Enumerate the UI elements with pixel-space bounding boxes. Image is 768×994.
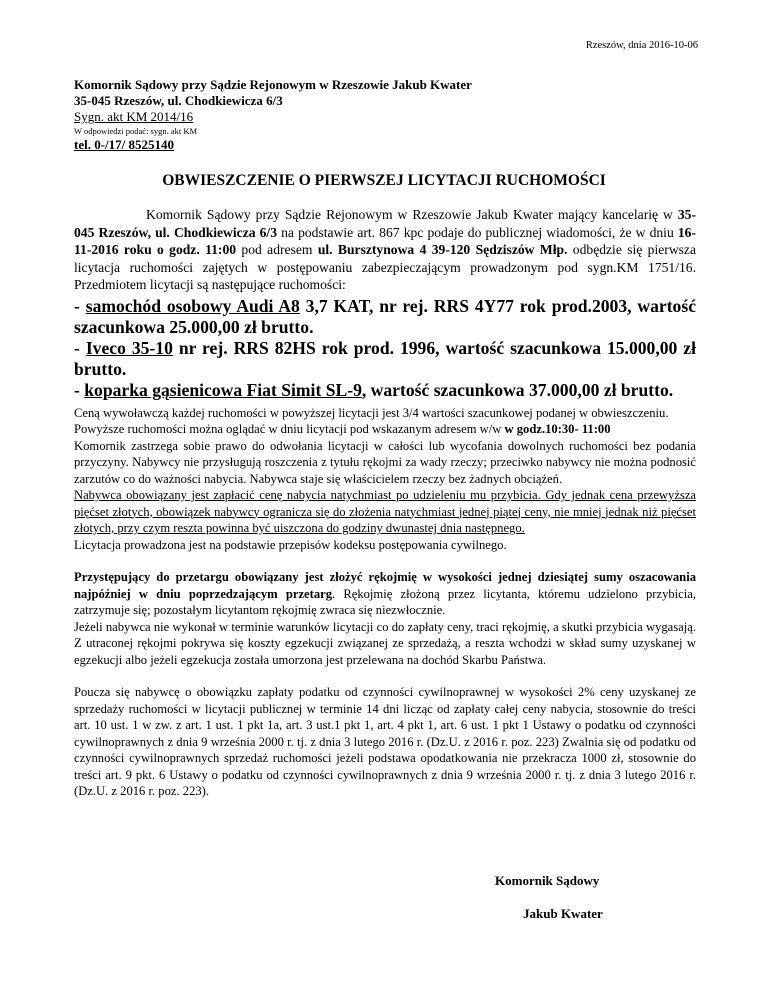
payment-paragraph: Nabywca obowiązany jest zapłacić cenę nabycia natychmiast po udzieleniu mu przybicia. Gdy jednak cena przewyższa pięćset złotych, obowiązek nabywcy ogranicza się do złożenia natychmiast jednej piątej ceny, nie mniej jednak niż pięćset złotych, przy czym reszta powinna być uiszczona do godziny dwunastej dnia następnego. (74, 488, 696, 535)
legal-basis-paragraph: Licytacja prowadzona jest na podstawie przepisów kodeksu postępowania cywilnego. (74, 537, 507, 552)
office-name: Komornik Sądowy przy Sądzie Rejonowym w Rzeszowie Jakub Kwater (74, 77, 472, 92)
forfeit-paragraph: Jeżeli nabywca nie wykonał w terminie warunków licytacji co do zapłaty ceny, traci rękojmię, a skutki przybicia wygasają. Z utraconej rękojmi pokrywa się koszty egzekucji związanej ze sprzedażą, a reszta wchodzi w skład sumy uzyskanej w egzekucji albo jeżeli egzekucja została umorzona jest przelewana na dochód Skarbu Państwa. (74, 619, 696, 667)
starting-price-paragraph: Ceną wywoławczą każdej ruchomości w powyższej licytacji jest 3/4 wartości szacunkowej podanej w obwieszczeniu. (74, 405, 669, 420)
viewing-paragraph: Powyższe ruchomości można oglądać w dniu licytacji pod wskazanym adresem w/w w godz.10:30- 11:00 (74, 422, 611, 436)
deposit-paragraph: Przystępujący do przetargu obowiązany jest złożyć rękojmię w wysokości jednej dziesiątej sumy oszacowania najpóźniej w dniu poprzedzającym przetarg. Rękojmię złożoną przez licytanta, któremu udzielono przybicia, zatrzymuje się; pozostałym licytantom rękojmię zwraca się niezwłocznie. (74, 570, 696, 617)
intro-paragraph: Komornik Sądowy przy Sądzie Rejonowym w Rzeszowie Jakub Kwater mający kancelarię w 35-045 Rzeszów, ul. Chodkiewicza 6/3 na podstawie art. 867 kpc podaje do publicznej wiadomości, że w dniu 16-11-2016 roku o godz. 11:00 pod adresem ul. Bursztynowa 4 39-120 Sędziszów Młp. odbędzie się pierwsza licytacja ruchomości zajętych w postępowaniu zabezpieczającym prowadzonym pod sygn.KM 1751/16. Przedmiotem licytacji są następujące ruchomości: (74, 207, 696, 292)
document-title: OBWIESZCZENIE O PIERWSZEJ LICYTACJI RUCHOMOŚCI (162, 172, 606, 189)
signature-role: Komornik Sądowy (495, 873, 600, 888)
reservation-paragraph: Komornik zastrzega sobie prawo do odwołania licytacji w całości lub wycofania dowolnych ruchomości bez podania przyczyny. Nabywcy nie przysługują roszczenia z tytułu rękojmi za wady rzeczy; przeciwko nabywcy nie można podnosić zarzutów co do ważności nabycia. Nabywca staje się właścicielem rzeczy bez żadnych obciążeń. (74, 438, 696, 486)
signature-name: Jakub Kwater (523, 906, 603, 921)
auction-items (74, 296, 696, 401)
auction-item: - koparka gąsienicowa Fiat Simit SL-9, wartość szacunkowa 37.000,00 zł brutto. (74, 379, 674, 400)
auction-item: - samochód osobowy Audi A8 3,7 KAT, nr rej. RRS 4Y77 rok prod.2003, wartość szacunkowa 25.000,00 zł brutto. (74, 295, 697, 337)
document-body (74, 206, 696, 800)
tax-paragraph: Poucza się nabywcę o obowiązku zapłaty podatku od czynności cywilnoprawnej w wysokości 2% ceny uzyskanej ze sprzedaży ruchomości w licytacji publicznej w terminie 14 dni licząc od zapłaty całej ceny nabycia, stosownie do treści art. 10 ust. 1 w zw. z art. 1 ust. 1 pkt 1a, art. 3 ust.1 pkt 1, art. 4 pkt 1, art. 6 ust. 1 pkt 1 Ustawy o podatku od czynności cywilnoprawnych z dnia 9 września 2000 r. tj. z dnia 3 lutego 2016 r. (Dz.U. z 2016 r. poz. 223) Zwalnia się od podatku od czynności cywilnoprawnych sprzedaż ruchomości jeżeli podstawa opodatkowania nie przekracza 1000 zł, stosownie do treści art. 9 pkt. 6 Ustawy o podatku od czynności cywilnoprawnych z dnia 9 września 2000 r. tj. z dnia 3 lutego 2016 r. (Dz.U. z 2016 r. poz. 223). (74, 685, 696, 798)
office-address: 35-045 Rzeszów, ul. Chodkiewicza 6/3 (74, 93, 283, 108)
document-date: Rzeszów, dnia 2016-10-06 (585, 40, 698, 51)
sender-header (74, 77, 472, 153)
reply-note: W odpowiedzi podać: sygn. akt KM (74, 126, 198, 136)
phone-number: tel. 0-/17/ 8525140 (74, 137, 175, 152)
case-reference: Sygn. akt KM 2014/16 (74, 109, 194, 124)
auction-item: - Iveco 35-10 nr rej. RRS 82HS rok prod. 1996, wartość szacunkowa 15.000,00 zł brutto. (74, 337, 696, 379)
